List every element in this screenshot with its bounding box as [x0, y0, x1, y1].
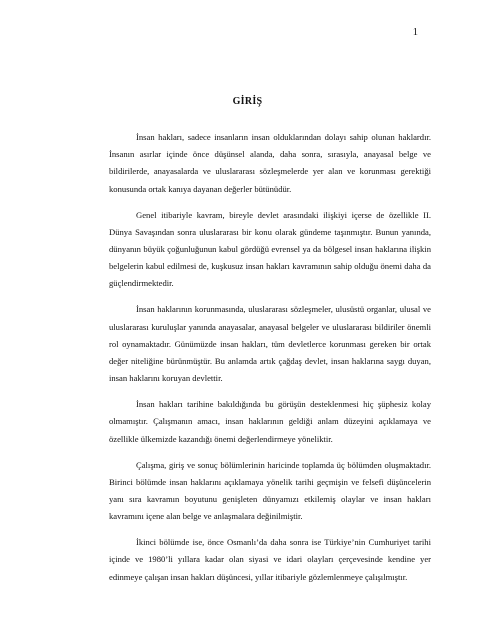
paragraph: İnsan hakları, sadece insanların insan olduklarından dolayı sahip olunan haklardır. İnsanın asırlar içinde önce düşünsel alanda, daha sonra, sırasıyla, anayasal belge ve bildirilerde, anayasalarda ve uluslararası sözleşmelerde yer alan ve korunması gerektiği konusunda ortak kanıya dayanan değerler bütünüdür.	[109, 132, 431, 194]
paragraph: İnsan haklarının korunmasında, uluslararası sözleşmeler, ulusüstü organlar, ulusal ve uluslararası kuruluşlar yanında anayasalar, anayasal belgeler ve uluslararası bildiriler önemli rol oynamaktadır. Günümüzde insan hakları, tüm devletlerce korunması gereken bir ortak değer niteliğine bürünmüştür. Bu anlamda artık çağdaş devlet, insan haklarına saygı duyan, insan haklarını koruyan devlettir.	[109, 304, 431, 384]
paragraph: İnsan hakları tarihine bakıldığında bu görüşün desteklenmesi hiç şüphesiz kolay olmamıştır. Çalışmanın amacı, insan haklarının geldiği anlam düzeyini açıklamaya ve özellikle ülkemizde kazandığı önemi değerlendirmeye yöneliktir.	[109, 399, 431, 444]
page-title: GİRİŞ	[232, 96, 263, 107]
paragraph: Genel itibariyle kavram, bireyle devlet arasındaki ilişkiyi içerse de özellikle II. Dünya Savaşından sonra uluslararası bir konu olarak gündeme taşınmıştır. Bunun yanında, dünyanın büyük çoğunluğunun kabul gördüğü evrensel ya da bölgesel insan haklarına ilişkin belgelerin kabul edilmesi de, kuşkusuz insan hakları kavramının sahip olduğu önemi daha da güçlendirmektedir.	[109, 209, 431, 289]
paragraph: Çalışma, giriş ve sonuç bölümlerinin haricinde toplamda üç bölümden oluşmaktadır. Birinci bölümde insan haklarını açıklamaya yönelik tarihi geçmişin ve felsefi düşüncelerin yanı sıra kavramın boyutunu genişleten dünyamızı etkilemiş olaylar ve insan hakları kavramını içene alan belge ve anlaşmalara değinilmiştir.	[109, 459, 431, 522]
paragraph: İkinci bölümde ise, önce Osmanlı’da daha sonra ise Türkiye’nin Cumhuriyet tarihi içinde ve 1980’li yıllara kadar olan siyasi ve idari olayları çerçevesinde kendine yer edinmeye çalışan insan hakları düşüncesi, yıllar itibariyle gözlemlenmeye çalışılmıştır.	[109, 537, 431, 582]
page-number: 1	[412, 27, 418, 38]
body-text	[109, 129, 431, 595]
